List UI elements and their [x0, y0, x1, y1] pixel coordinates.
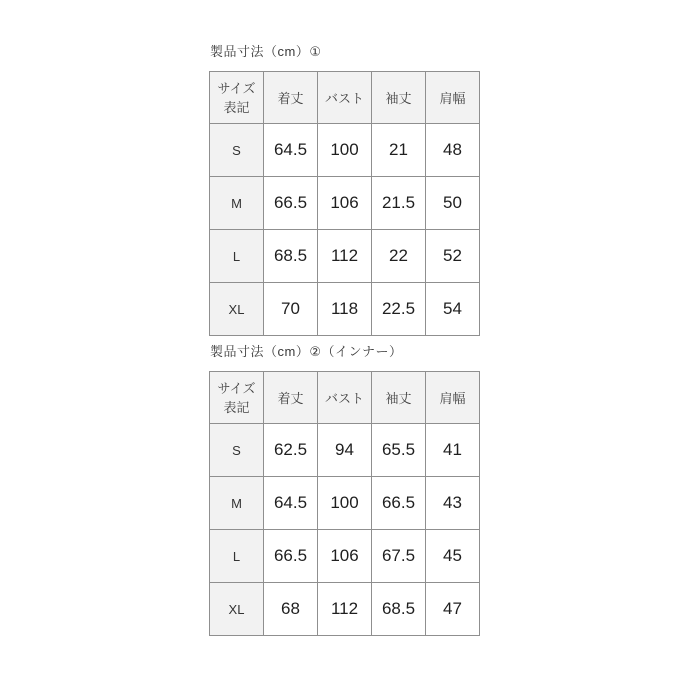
- size-cell: M: [210, 477, 264, 530]
- size-cell: L: [210, 230, 264, 283]
- value-cell-length: 68: [264, 583, 318, 636]
- value-cell-bust: 112: [318, 230, 372, 283]
- header-cell-sleeve: 袖丈: [372, 372, 426, 424]
- value-cell-shoulder: 47: [426, 583, 480, 636]
- header-cell-size-label: [210, 72, 264, 124]
- table-header-row: [210, 372, 480, 424]
- size-cell: M: [210, 177, 264, 230]
- value-cell-sleeve: 21.5: [372, 177, 426, 230]
- value-cell-bust: 106: [318, 530, 372, 583]
- value-cell-shoulder: 45: [426, 530, 480, 583]
- size-cell: S: [210, 124, 264, 177]
- size-chart-2-title: 製品寸法（cm）②（インナー）: [210, 344, 403, 359]
- value-cell-length: 66.5: [264, 530, 318, 583]
- value-cell-length: 64.5: [264, 124, 318, 177]
- value-cell-sleeve: 22.5: [372, 283, 426, 336]
- value-cell-bust: 94: [318, 424, 372, 477]
- value-cell-bust: 112: [318, 583, 372, 636]
- value-cell-bust: 118: [318, 283, 372, 336]
- value-cell-sleeve: 66.5: [372, 477, 426, 530]
- header-cell-size-label: [210, 372, 264, 424]
- size-chart-content: [209, 44, 481, 636]
- table-row-l: [210, 530, 480, 583]
- table-row-s: [210, 424, 480, 477]
- value-cell-shoulder: 52: [426, 230, 480, 283]
- header-cell-length: 着丈: [264, 72, 318, 124]
- size-label-line2: 表記: [223, 99, 250, 115]
- value-cell-shoulder: 54: [426, 283, 480, 336]
- table-row-m: [210, 177, 480, 230]
- value-cell-shoulder: 48: [426, 124, 480, 177]
- size-table-2: [209, 371, 480, 636]
- size-cell: S: [210, 424, 264, 477]
- value-cell-sleeve: 67.5: [372, 530, 426, 583]
- size-cell: XL: [210, 283, 264, 336]
- header-cell-bust: バスト: [318, 72, 372, 124]
- table-row-m: [210, 477, 480, 530]
- value-cell-length: 62.5: [264, 424, 318, 477]
- table-row-l: [210, 230, 480, 283]
- value-cell-sleeve: 68.5: [372, 583, 426, 636]
- header-cell-length: 着丈: [264, 372, 318, 424]
- size-label-line1: サイズ: [217, 380, 256, 396]
- value-cell-length: 64.5: [264, 477, 318, 530]
- size-chart-block-2: [209, 344, 481, 636]
- header-cell-bust: バスト: [318, 372, 372, 424]
- table-row-s: [210, 124, 480, 177]
- size-label-line2: 表記: [223, 399, 250, 415]
- size-table-1: [209, 71, 480, 336]
- value-cell-sleeve: 65.5: [372, 424, 426, 477]
- table-row-xl: [210, 583, 480, 636]
- value-cell-shoulder: 43: [426, 477, 480, 530]
- value-cell-bust: 100: [318, 124, 372, 177]
- size-chart-1-title: 製品寸法（cm）①: [210, 44, 322, 59]
- value-cell-bust: 100: [318, 477, 372, 530]
- value-cell-bust: 106: [318, 177, 372, 230]
- value-cell-length: 66.5: [264, 177, 318, 230]
- value-cell-shoulder: 41: [426, 424, 480, 477]
- size-chart-block-1: [209, 44, 481, 336]
- size-label-line1: サイズ: [217, 80, 256, 96]
- size-cell: L: [210, 530, 264, 583]
- value-cell-sleeve: 22: [372, 230, 426, 283]
- value-cell-shoulder: 50: [426, 177, 480, 230]
- header-cell-shoulder: 肩幅: [426, 372, 480, 424]
- header-cell-shoulder: 肩幅: [426, 72, 480, 124]
- header-cell-sleeve: 袖丈: [372, 72, 426, 124]
- value-cell-length: 70: [264, 283, 318, 336]
- table-header-row: [210, 72, 480, 124]
- value-cell-sleeve: 21: [372, 124, 426, 177]
- size-cell: XL: [210, 583, 264, 636]
- value-cell-length: 68.5: [264, 230, 318, 283]
- table-row-xl: [210, 283, 480, 336]
